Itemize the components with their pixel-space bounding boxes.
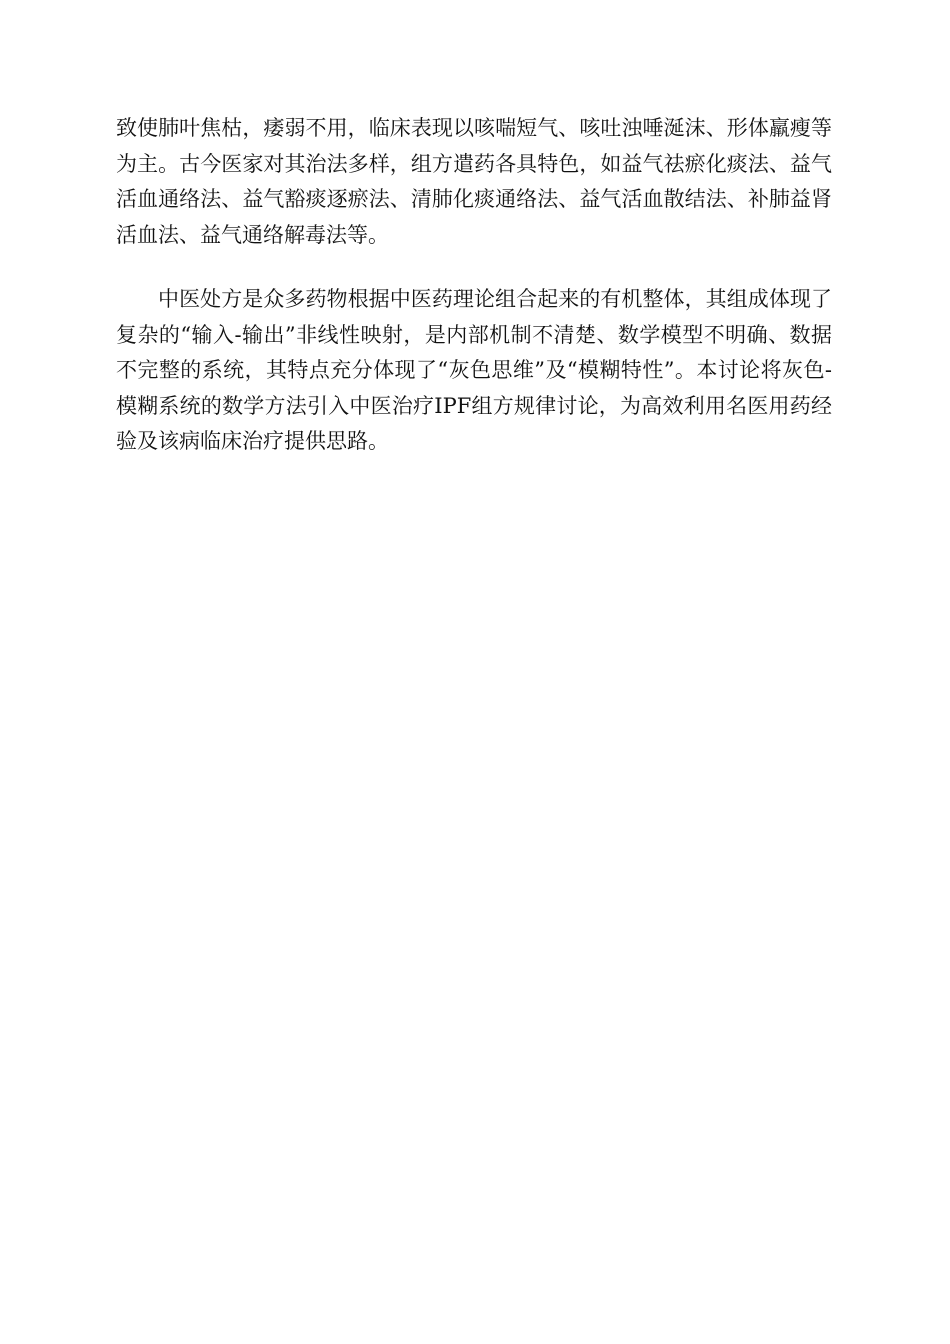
paragraph-treatment-methods: 致使肺叶焦枯，痿弱不用，临床表现以咳喘短气、咳吐浊唾涎沫、形体羸瘦等为主。古今医家对其治法多样，组方遣药各具特色，如益气祛瘀化痰法、益气活血通络法、益气豁痰逐瘀法、清肺化痰通络法、益气活血散结法、补肺益肾活血法、益气通络解毒法等。 (116, 116, 832, 247)
paragraph-grey-fuzzy-system: 中医处方是众多药物根据中医药理论组合起来的有机整体，其组成体现了复杂的“输入-输出”非线性映射，是内部机制不清楚、数学模型不明确、数据不完整的系统，其特点充分体现了“灰色思维”及“模糊特性”。本讨论将灰色-模糊系统的数学方法引入中医治疗IPF组方规律讨论，为高效利用名医用药经验及该病临床治疗提供思路。 (116, 287, 832, 453)
